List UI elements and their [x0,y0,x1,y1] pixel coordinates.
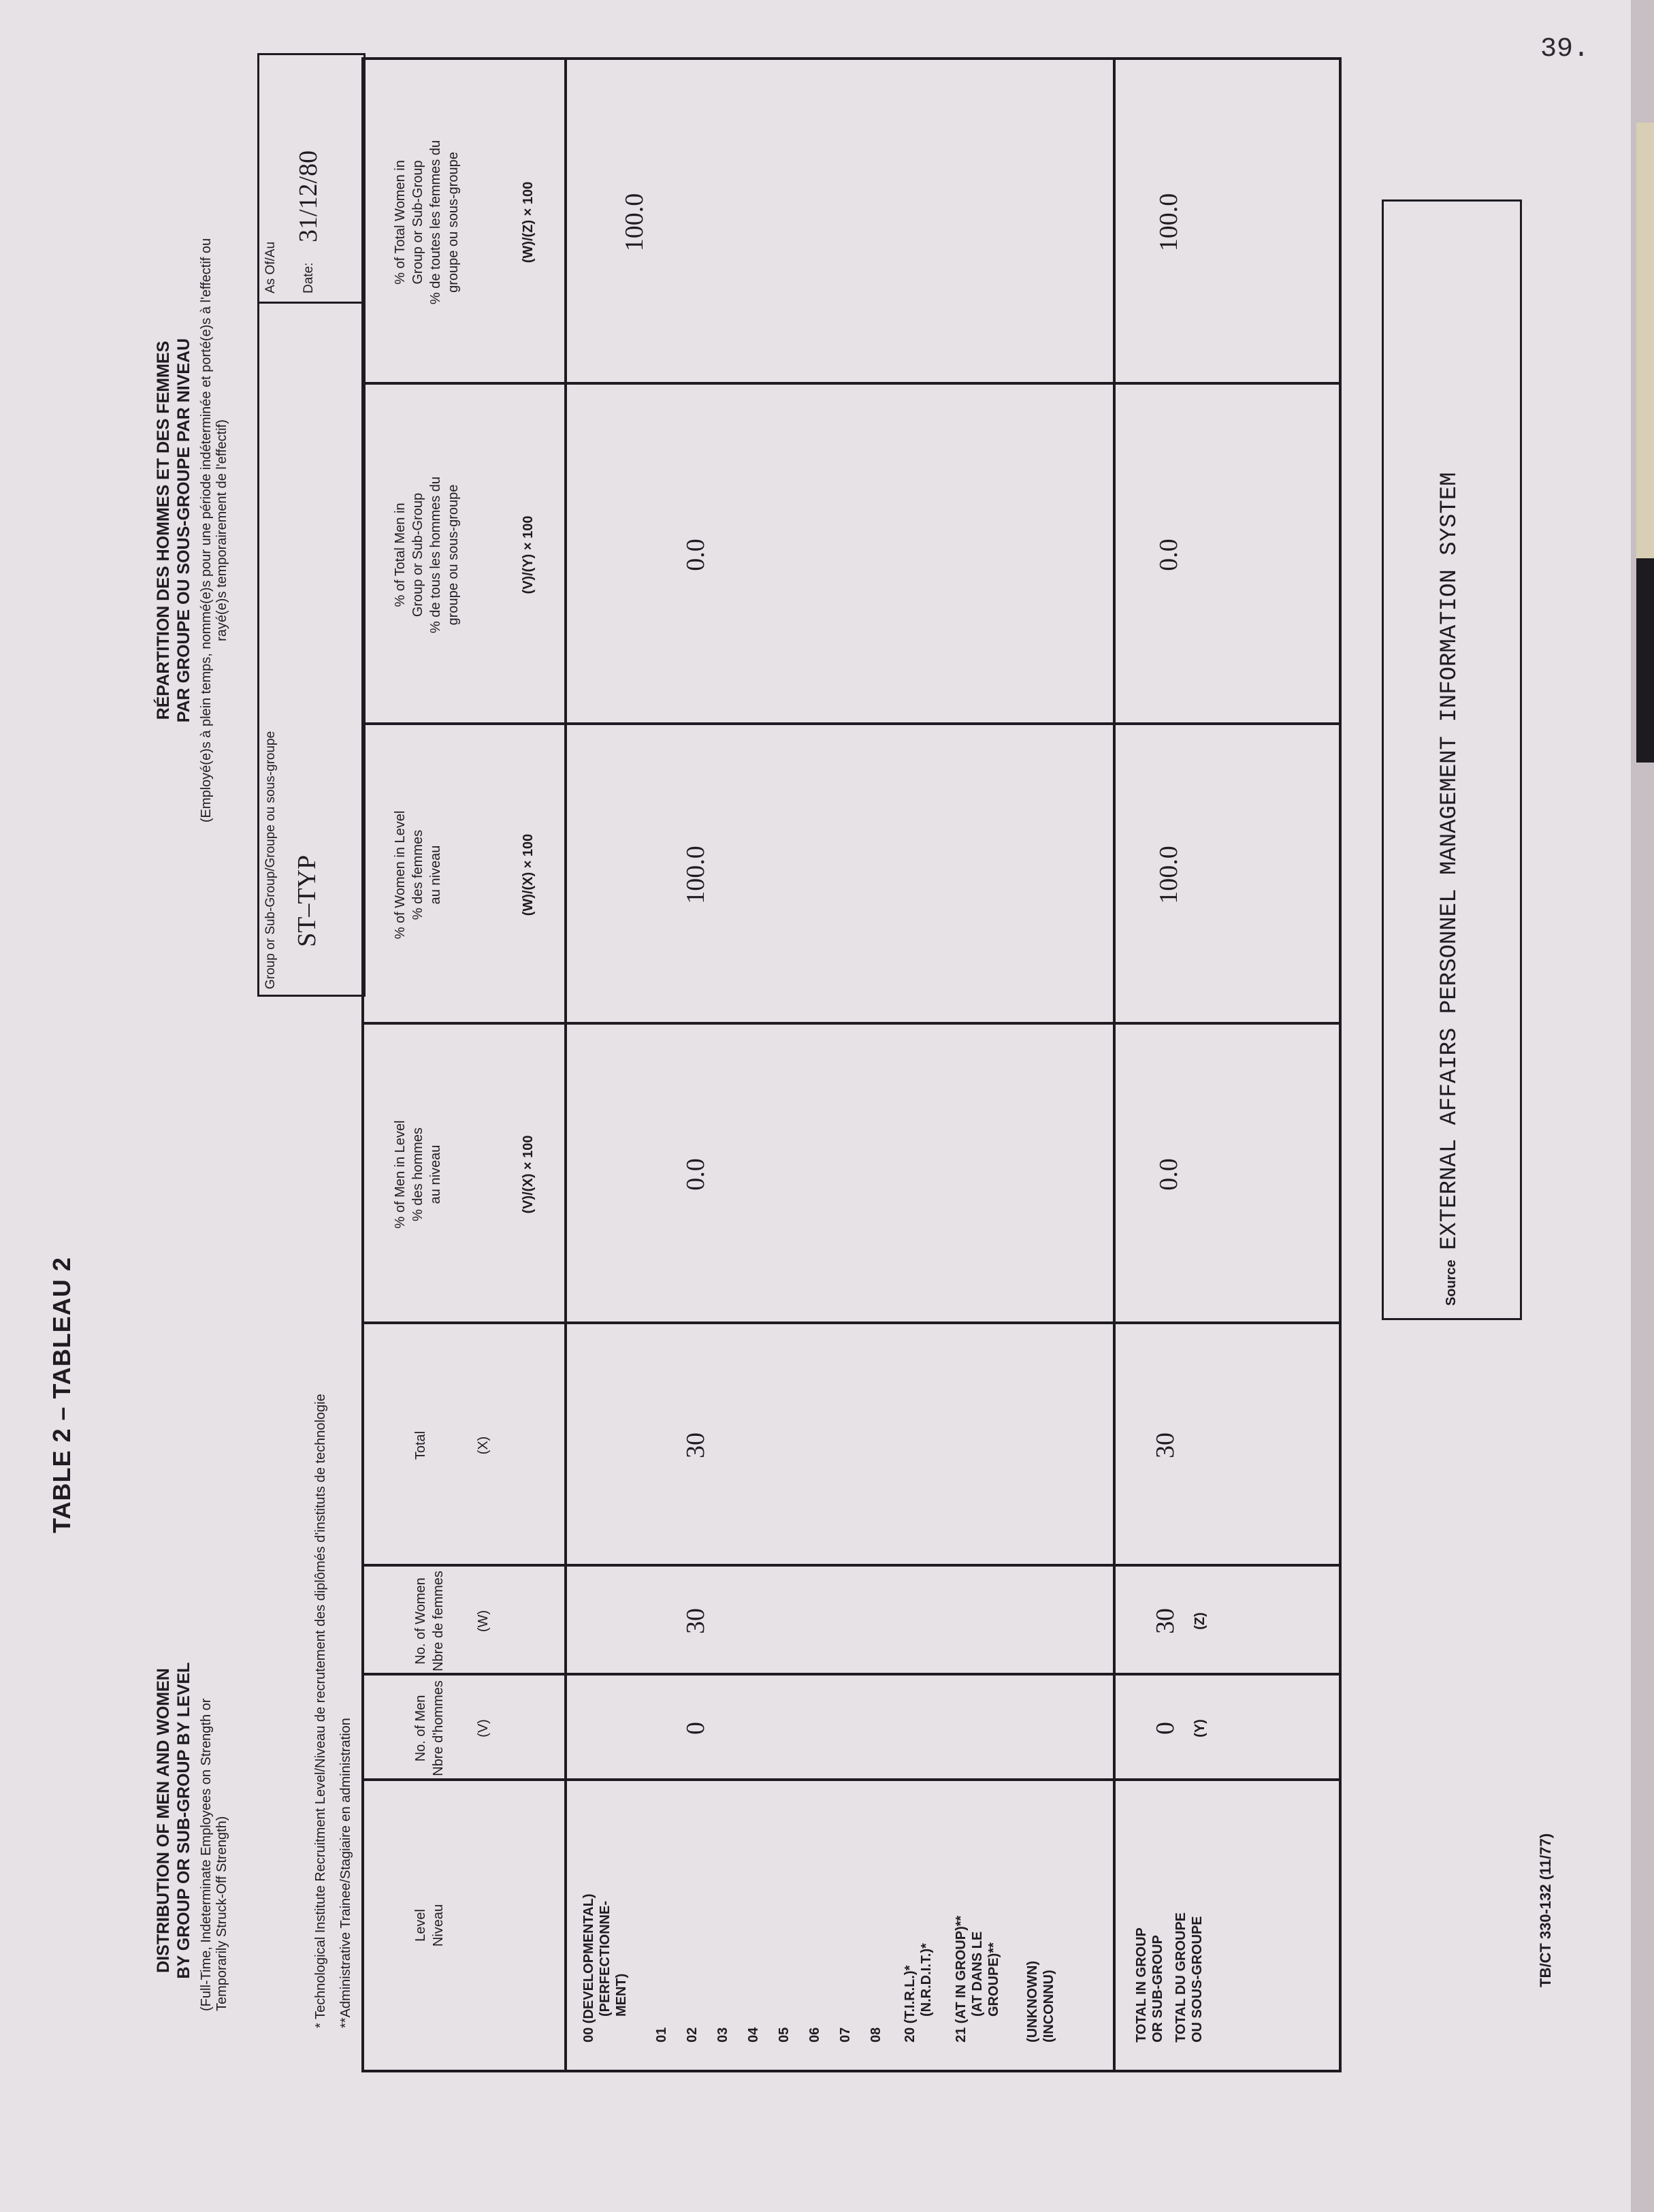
level-04: 04 [746,2027,761,2042]
row-00-pct-men-level: 0.0 [681,1158,710,1191]
date-label: Date: [302,262,316,293]
source-value: EXTERNAL AFFAIRS PERSONNEL MANAGEMENT INFORMATION SYSTEM [1437,472,1463,1250]
row-00-pct-women-level: 100.0 [681,846,710,904]
formula-women-level: (W)/(X) × 100 [521,833,536,916]
formula-men-group: (V)/(Y) × 100 [521,515,536,594]
level-unknown-en: (UNKNOWN) [1025,1961,1040,2042]
level-01: 01 [654,2027,669,2042]
header-pct-men-level [391,1025,444,1324]
header-men-fr: Nbre d'hommes [431,1680,446,1776]
header-pct-men-group-fr-1: % de tous les hommes du [428,476,443,634]
header-pct-men-group-en-1: % of Total Men in [393,502,408,607]
total-rule [1113,60,1116,2070]
header-pct-women-group-en-2: Group or Sub-Group [410,160,425,285]
header-pct-women-group [391,60,462,385]
row-00-women: 30 [681,1608,710,1634]
formula-women-group: (W)/(Z) × 100 [521,181,536,263]
total-women-code: (Z) [1193,1612,1207,1630]
header-pct-men-group [391,385,462,725]
header-level-fr: Niveau [431,1904,446,1947]
row-00-pct-men-group: 0.0 [681,539,710,571]
header-pct-men-level-fr-1: % des hommes [410,1127,425,1221]
form-number: TB/CT 330-132 (11/77) [1537,1833,1554,1987]
header-total [412,1324,492,1567]
row-00-men: 0 [681,1722,710,1735]
date-value: 31/12/80 [294,150,323,242]
row-00-pct-women-group: 100.0 [620,193,649,252]
subtitle-fr-line-1: RÉPARTITION DES HOMMES ET DES FEMMES [154,340,173,720]
distribution-table [361,57,1342,2072]
note-french: (Employé(e)s à plein temps, nommé(e)s pour une période indéterminée et porté(e)s à l'effectif ou rayé(e)s temporairement de l'effectif) [199,238,229,823]
header-pct-women-group-en-1: % of Total Women in [393,160,408,285]
level-21-en: 21 (AT IN GROUP)** [954,1915,969,2042]
level-00-en: 00 (DEVELOPMENTAL) [581,1893,596,2042]
level-08: 08 [869,2027,883,2042]
col-divider [364,382,1339,385]
footnote-tirl: * Technological Institute Recruitment Level/Niveau de recrutement des diplômés d'instituts de technologie [313,1394,328,2028]
header-level-en: Level [413,1909,428,1942]
header-men-code: (V) [476,1719,491,1737]
header-pct-men-group-en-2: Group or Sub-Group [410,492,425,618]
subtitle-en-line-2: BY GROUP OR SUB-GROUP BY LEVEL [174,1662,193,1979]
header-women [412,1567,492,1676]
header-women-fr: Nbre de femmes [431,1571,446,1671]
source-box [1382,199,1522,1320]
header-men [412,1676,492,1781]
header-pct-women-level [391,725,444,1025]
total-label-en-1: TOTAL IN GROUP [1134,1927,1149,2042]
total-men: 0 [1151,1722,1180,1735]
level-02: 02 [685,2027,700,2042]
col-divider [364,1321,1339,1324]
header-pct-women-level-en: % of Women in Level [393,810,408,940]
group-label: Group or Sub-Group/Groupe ou sous-groupe [263,731,278,989]
header-rule [564,60,567,2070]
level-20-en: 20 (T.I.R.L.)* [903,1965,918,2042]
total-women: 30 [1151,1608,1180,1634]
formula-men-level: (V)/(X) × 100 [521,1135,536,1214]
subtitle-french [153,224,194,837]
subtitle-en-line-1: DISTRIBUTION OF MEN AND WOMEN [154,1668,173,1973]
as-of-label: As Of/Au [263,241,278,293]
level-00-fr-2: MENT) [614,1973,629,2017]
header-pct-men-level-en: % of Men in Level [393,1120,408,1229]
footnote-at: **Administrative Trainee/Stagiaire en administration [338,1718,353,2028]
header-pct-women-level-fr-2: au niveau [428,845,443,905]
header-pct-men-level-fr-2: au niveau [428,1144,443,1204]
header-pct-women-level-fr-1: % des femmes [410,829,425,920]
group-value: ST–TYP [293,854,321,947]
col-divider [364,1022,1339,1025]
total-label-fr-1: TOTAL DU GROUPE [1173,1912,1188,2042]
header-total-code: (X) [476,1436,491,1455]
level-20-fr: (N.R.D.I.T.)* [919,1943,934,2017]
header-pct-women-group-fr-2: groupe ou sous-groupe [446,152,461,293]
total-pct-men-group: 0.0 [1154,539,1183,571]
subtitle-fr-line-2: PAR GROUPE OU SOUS-GROUPE PAR NIVEAU [174,338,193,723]
group-date-box [257,53,366,997]
total-men-code: (Y) [1193,1719,1207,1737]
page-number: 39. [1540,34,1589,65]
level-07: 07 [838,2027,853,2042]
level-21-fr-1: (AT DANS LE [970,1931,985,2017]
total-pct-women-level: 100.0 [1154,846,1183,904]
col-divider [364,722,1339,725]
note-english: (Full-Time, Indeterminate Employees on Strength or Temporarily Struck-Off Strength) [199,1698,229,2011]
subtitle-english [153,1630,194,2011]
table-title: TABLE 2 – TABLEAU 2 [48,1257,76,1533]
row-00-total: 30 [681,1432,710,1458]
header-women-en: No. of Women [413,1577,428,1665]
header-pct-women-group-fr-1: % de toutes les femmes du [428,140,443,305]
header-pct-men-group-fr-2: groupe ou sous-groupe [446,484,461,626]
level-03: 03 [715,2027,730,2042]
total-total: 30 [1151,1432,1180,1458]
header-level [412,1781,447,2070]
header-men-en: No. of Men [413,1695,428,1762]
level-21-fr-2: GROUPE)** [986,1942,1001,2017]
header-women-code: (W) [476,1609,491,1633]
level-06: 06 [807,2027,822,2042]
level-unknown-fr: (INCONNU) [1041,1970,1056,2042]
level-05: 05 [777,2027,792,2042]
total-label-en-2: OR SUB-GROUP [1150,1935,1165,2042]
source-label: Source [1444,1260,1459,1306]
level-00-fr-1: (PERFECTIONNE- [598,1901,613,2017]
total-pct-women-group: 100.0 [1154,193,1183,252]
total-label-fr-2: OU SOUS-GROUPE [1190,1916,1205,2042]
header-total-label: Total [413,1430,428,1460]
total-pct-men-level: 0.0 [1154,1158,1183,1191]
box-divider [259,302,363,304]
